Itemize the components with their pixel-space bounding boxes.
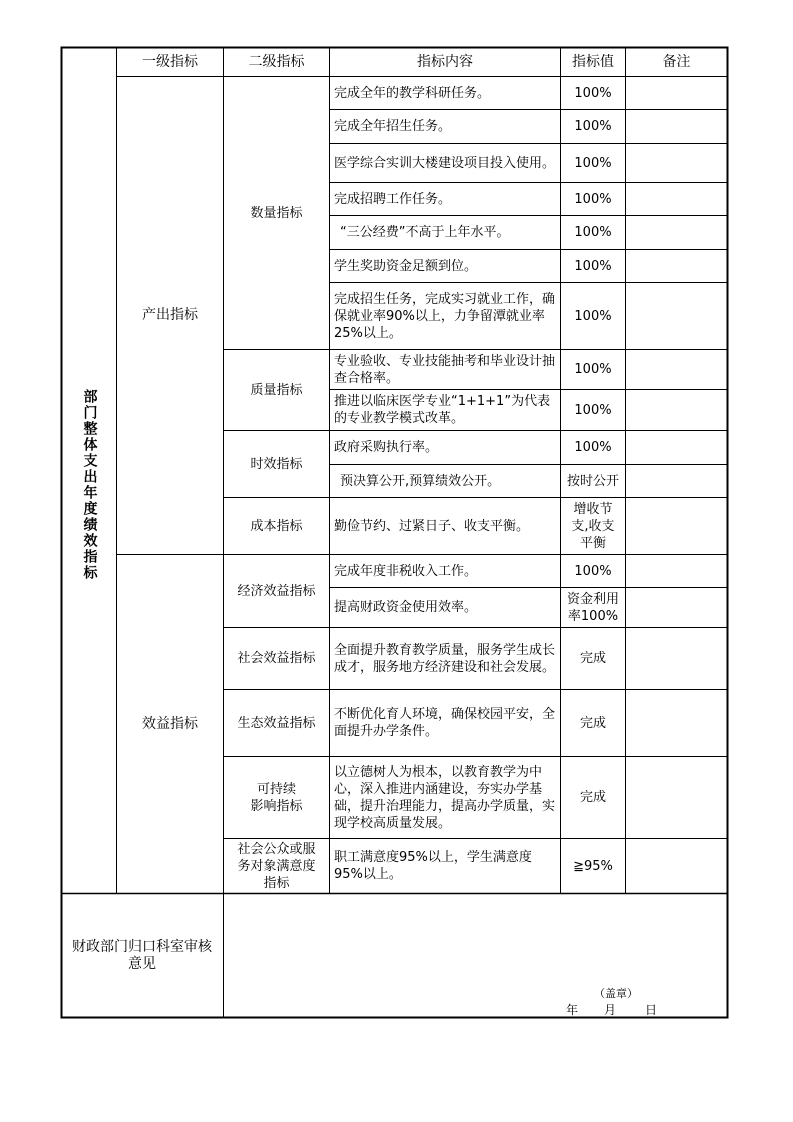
header-level1: 一级指标 [142,53,198,70]
review-label: 财政部门归口科室审核意见 [72,938,212,972]
row-content: 政府采购执行率。 [334,440,439,455]
level2-timeliness: 时效指标 [250,456,303,472]
level2-quality: 质量指标 [250,382,303,398]
row-content: 不断优化育人环境，确保校园平安，全面提升办学条件。 [334,707,556,739]
row-content: 完成招聘工作任务。 [334,191,452,207]
row-content: 提高财政资金使用效率。 [334,600,478,615]
row-value: 增收节支,收支平衡 [571,501,615,551]
row-value: 100% [574,563,612,579]
header-value: 指标值 [572,53,614,70]
row-value: 完成 [579,651,606,666]
row-value: 100% [574,191,612,207]
row-content: 职工满意度95%以上，学生满意度95%以上。 [334,850,532,882]
level2-sustainable [224,757,329,838]
row-content: 完成全年招生任务。 [334,119,452,134]
level2-satisfaction-line3: 指标 [263,875,290,891]
level2-ecological: 生态效益指标 [237,715,316,731]
level2-cost: 成本指标 [250,518,303,534]
level2-satisfaction-line1: 社会公众或服 [237,841,316,857]
row-value: 100% [574,362,612,377]
row-value: 100% [574,258,612,274]
row-content: 全面提升教育教学质量，服务学生成长成才，服务地方经济建设和社会发展。 [334,642,556,675]
level1-output: 产出指标 [142,307,198,323]
review-month: 月 [604,1003,617,1017]
header-remark: 备注 [662,53,691,70]
header-level2: 二级指标 [248,53,305,70]
level2-social: 社会效益指标 [237,651,316,666]
row-content: 推进以临床医学专业“1+1+1”为代表的专业教学模式改革。 [334,394,551,426]
level2-satisfaction-line2: 务对象满意度 [237,858,316,874]
row-content: 完成招生任务，完成实习就业工作，确保就业率90%以上，力争留潭就业率25%以上。 [334,291,556,341]
row-value: 按时公开 [566,473,619,489]
review-year: 年 [566,1003,579,1017]
row-content: 学生奖助资金足额到位。 [334,258,478,274]
row-content: 勤俭节约、过紧日子、收支平衡。 [334,518,530,534]
row-content: “三公经费”不高于上年水平。 [340,225,510,240]
review-stamp: （盖章） [594,987,638,1000]
row-value: ≧95% [573,858,613,874]
row-value: 100% [574,308,612,324]
row-content: 专业验收、专业技能抽考和毕业设计抽查合格率。 [334,353,556,386]
level2-quantity: 数量指标 [250,205,303,221]
row-content: 医学综合实训大楼建设项目投入使用。 [334,155,556,171]
row-value: 完成 [579,715,606,731]
header-content: 指标内容 [417,53,473,70]
row-content: 以立德树人为根本，以教育教学为中心，深入推进内涵建设，夯实办学基础，提升治理能力，提高办学质量，实现学校高质量发展。 [334,764,556,831]
level2-sustainable-line2: 影响指标 [250,798,303,814]
row-value: 100% [574,119,612,134]
review-day: 日 [645,1003,658,1017]
row-value: 100% [574,402,612,418]
row-value: 完成 [579,790,606,805]
row-content: 完成年度非税收入工作。 [334,563,478,579]
row-value: 100% [574,440,612,455]
row-value: 100% [574,155,612,171]
level2-economic: 经济效益指标 [237,583,316,599]
level2-sustainable-line1: 可持续 [256,781,296,797]
row-value: 100% [574,225,612,240]
row-value: 100% [574,85,612,101]
level2-satisfaction [224,839,329,893]
row-value: 资金利用率100% [566,591,619,624]
row-content: 完成全年的教学科研任务。 [334,85,491,101]
side-title: 部门整体支出年度绩效指标 [81,389,98,581]
level1-benefit: 效益指标 [142,715,198,732]
row-content: 预决算公开,预算绩效公开。 [340,473,501,489]
